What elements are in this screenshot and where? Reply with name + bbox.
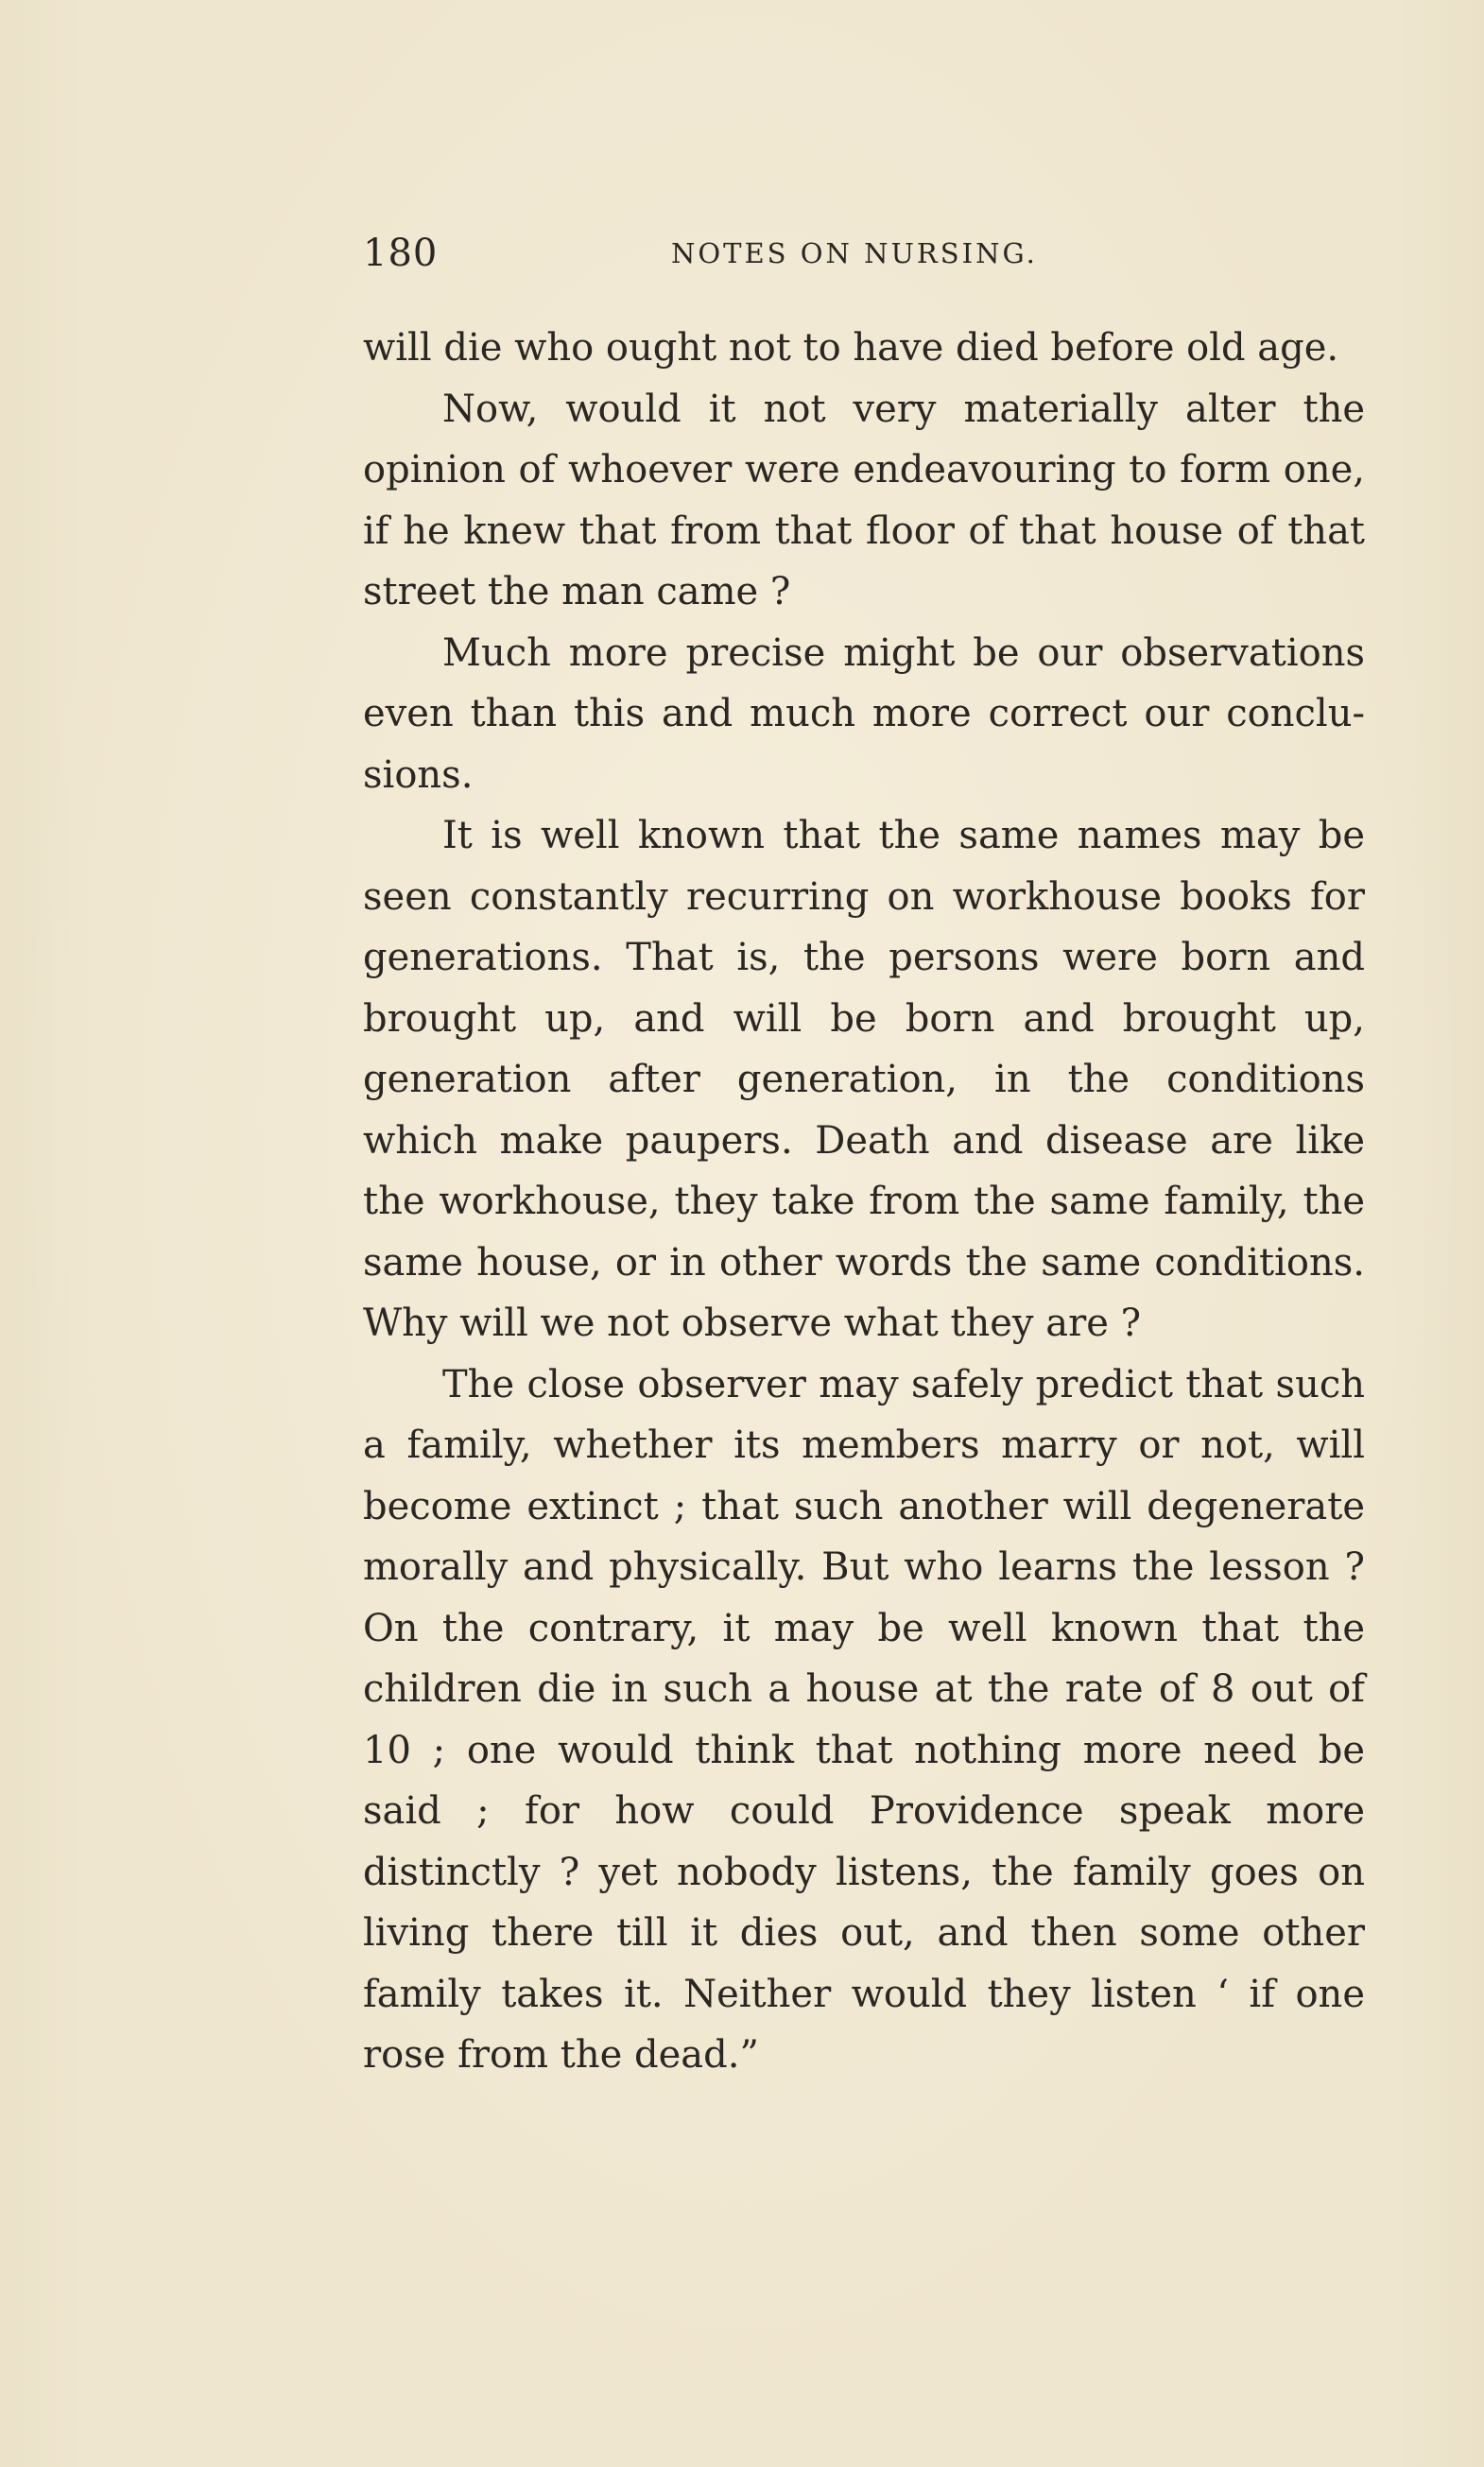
paragraph-continued: will die who ought not to have died before old age. (363, 326, 1339, 370)
page-number: 180 (363, 232, 439, 275)
paragraph: The close observer may safely predict that such a family, whether its members marry or not, will become extinct ; that such another will degenerate morally and physically. But who learns the lesson ? On the contrary, it may be well known that the children die in such a house at the rate of 8 out of 10 ; one would think that nothing more need be said ; for how could Providence speak more distinctly ? yet nobody listens, the family goes on living there till it dies out, and then some other family takes it. Neither would they listen ‘ if one rose from the dead.” (363, 1362, 1365, 2077)
paragraph: Now, would it not very materially alter the opinion of whoever were endeavouring to form one, if he knew that from that floor of that house of that street the man came ? (363, 387, 1365, 613)
running-head (363, 225, 1365, 282)
paragraph: It is well known that the same names may be seen constantly recurring on workhouse books for generations. That is, the persons were born and brought up, and will be born and brought up, generation after generation, in the conditions which make paupers. Death and disease are like the workhouse, they take from the same family, the same house, or in other words the same conditions. Why will we not observe what they are ? (363, 814, 1365, 1345)
paragraph: Much more precise might be our observations even than this and much more correct our conclu-sions. (363, 630, 1365, 797)
running-title: NOTES ON NURSING. (671, 237, 1038, 269)
body-text (363, 318, 1365, 2086)
